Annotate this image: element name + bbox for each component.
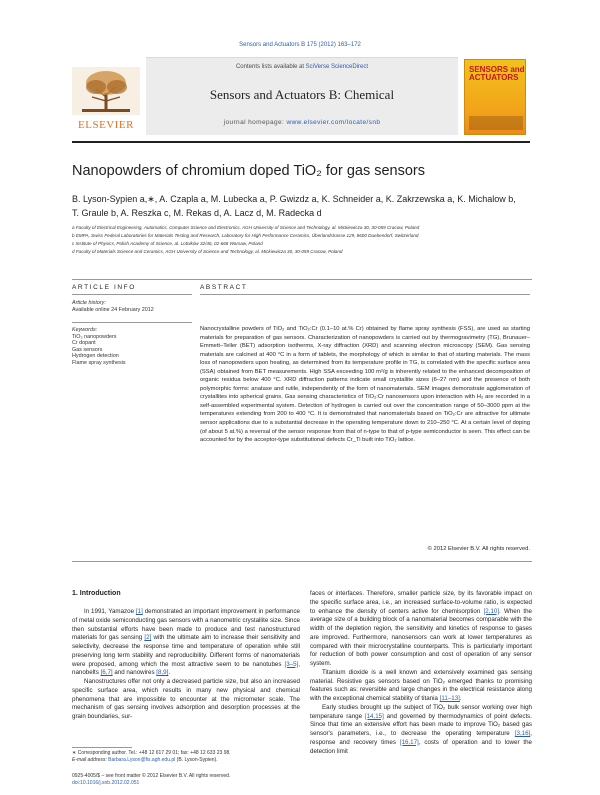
sciencedirect-link[interactable]: SciVerse ScienceDirect bbox=[305, 64, 369, 70]
homepage-link[interactable]: www.elsevier.com/locate/snb bbox=[286, 119, 381, 126]
journal-header-box bbox=[146, 57, 458, 135]
intro-paragraph-1: In 1991, Yamazoe [1] demonstrated an important improvement in performance of metal oxide semiconducting gas sensors with a nanometric crystallite size. Since then substantial efforts have been made to produce and test nanostructured materials for gas sensing [2] with the ultimate aim to increase their sensitivity and selectivity, decrease the response time and temperature of operation while still preserving long term stability and reproducibility. Different forms of nanomaterials were proposed, among which the most attractive seem to be nanotubes [3–5], nanobelts [6,7] and nanowires [8,9]. bbox=[72, 608, 300, 677]
affiliation-c: c Institute of Physics, Polish Academy of Science, al. Lotników 32/46, 02-668 Warsaw, Poland bbox=[72, 241, 263, 246]
affiliation-divider bbox=[72, 279, 532, 280]
contents-line bbox=[146, 64, 458, 70]
keyword: TiO₂ nanopowders bbox=[72, 333, 117, 340]
section-heading-introduction: 1. Introduction bbox=[72, 590, 121, 597]
citation-link[interactable]: [1] bbox=[135, 608, 143, 615]
citation-link[interactable]: [8,9] bbox=[156, 669, 169, 677]
abstract-heading: ABSTRACT bbox=[200, 284, 248, 291]
author-list bbox=[72, 192, 532, 220]
footnotes bbox=[72, 750, 300, 764]
affiliation-b: b EMPA, Swiss Federal Laboratories for Materials Testing and Research, Laboratory for High Performance Ceramics, Überlandstrasse 129, 8600 Duebendorf, Switzerland bbox=[72, 233, 419, 238]
right-column bbox=[310, 590, 532, 756]
keywords-block bbox=[72, 327, 192, 367]
article-info-rule bbox=[72, 294, 192, 295]
doi-link[interactable]: doi:10.1016/j.snb.2012.02.051 bbox=[72, 780, 140, 786]
article-title: Nanopowders of chromium doped TiO₂ for gas sensors bbox=[72, 163, 425, 179]
abstract-rule bbox=[200, 294, 530, 295]
keyword: Cr dopant bbox=[72, 340, 96, 347]
keyword: Hydrogen detection bbox=[72, 353, 119, 360]
corresponding-author: ∗ Corresponding author. Tel.: +48 12 617 29 01; fax: +48 12 633 23 98. bbox=[72, 750, 231, 756]
journal-banner bbox=[72, 57, 530, 139]
cover-title: SENSORS and ACTUATORS bbox=[469, 65, 525, 82]
abstract-end-rule bbox=[72, 561, 532, 562]
intro-paragraph-5: Early studies brought up the subject of TiO₂ bulk sensor working over high temperature range [14,15] and governed by thermodynamics of point defects. Since that time an extensive effort has been made to improve TiO₂ based gas sensor's parameters, i.e., to decrease the operating temperature [3,16], response and recovery times [16,17], costs of operation and to lower the detection limit bbox=[310, 703, 532, 755]
intro-paragraph-3: faces or interfaces. Therefore, smaller particle size, by its favorable impact on the specific surface area, i.e., an increased surface-to-volume ratio, is expected to enhance the density of centers active for chemisorption [2,10]. When the average size of a building block of a nanomaterial becomes comparable with the width of the depletion region, the sensitivity and kinetics of response to gases are improved. Furthermore, nanosensors can work at lower temperatures as compared with their microcrystalline counterparts. This is particularly important for reduction of both power consumption and cost of operation of any sensor system. bbox=[310, 590, 532, 667]
email-link[interactable]: Barbara.Lyson@fis.agh.edu.pl bbox=[108, 757, 176, 763]
header-rule bbox=[72, 141, 530, 143]
contents-prefix: Contents lists available at bbox=[235, 64, 306, 70]
elsevier-tree-icon bbox=[72, 67, 140, 115]
abstract-copyright: © 2012 Elsevier B.V. All rights reserved. bbox=[427, 546, 530, 552]
left-column bbox=[72, 608, 300, 722]
citation-link[interactable]: [3–5] bbox=[284, 660, 299, 668]
running-head[interactable]: Sensors and Actuators B 175 (2012) 163–172 bbox=[239, 42, 361, 48]
homepage-prefix: journal homepage: bbox=[223, 119, 287, 126]
citation-link[interactable]: [2,10] bbox=[483, 607, 500, 615]
keywords-rule bbox=[72, 322, 192, 323]
journal-name: Sensors and Actuators B: Chemical bbox=[209, 87, 395, 102]
article-history bbox=[72, 300, 192, 313]
citation-link[interactable]: [14,15] bbox=[364, 712, 384, 720]
publisher-name: ELSEVIER bbox=[78, 119, 134, 131]
intro-paragraph-2: Nanostructures offer not only a decreased particle size, but also an increased specific surface area, which results in many new physical and chemical phenomena that are impossible to encounter at the micrometer scale. The mechanism of gas sensing involves adsorption and desorption processes at the grain boundaries, sur- bbox=[72, 678, 300, 720]
cover-graphic bbox=[469, 116, 523, 130]
citation-link[interactable]: [2] bbox=[144, 634, 152, 642]
citation-link[interactable]: [16,17] bbox=[399, 738, 419, 746]
affiliation-a: a Faculty of Electrical Engineering, Automatics, Computer Science and Electronics, AGH University of Science and Technology, al. Mickiewicza 30, 30-059 Cracow, Poland bbox=[72, 225, 420, 230]
article-info-heading: ARTICLE INFO bbox=[72, 284, 136, 291]
keywords-label: Keywords: bbox=[72, 327, 98, 333]
affiliation-d: d Faculty of Materials Science and Ceramics, AGH University of Science and Technology, al. Mickiewicza 30, 30-059 Cracow, Poland bbox=[72, 249, 343, 254]
keyword: Gas sensors bbox=[72, 346, 103, 353]
citation-link[interactable]: [11–13] bbox=[439, 695, 460, 702]
intro-paragraph-4: Titanium dioxide is a well known and extensively examined gas sensing material. Resistive gas sensors based on TiO₂ emerged thanks to promising features such as: reversible and large changes in the electrical resistance along with the exceptional chemical stability of titania [11–13]. bbox=[310, 668, 532, 702]
authors-line-2: T. Graule b, A. Reszka c, M. Rekas d, A. Lacz d, M. Radecka d bbox=[72, 208, 322, 218]
citation-link[interactable]: [6,7] bbox=[100, 669, 113, 677]
keyword: Flame spray synthesis bbox=[72, 359, 126, 366]
issn-line: 0925-4005/$ – see front matter © 2012 Elsevier B.V. All rights reserved. bbox=[72, 773, 231, 779]
citation-link[interactable]: [3,16] bbox=[514, 730, 531, 737]
abstract-text: Nanocrystalline powders of TiO₂ and TiO₂:Cr (0.1–10 at.% Cr) obtained by flame spray synthesis (FSS), are used as starting materials for preparation of gas sensors. Characterization of nanopowders is carried out by thermogravimetry (TG), Brunauer–Emmett–Teller (BET) adsorption isotherms, X-ray diffraction (XRD) and scanning electron microscopy (SEM). Gas sensing materials are calcined at 400 °C in a form of tablets, the morphology of which is similar to that of starting materials. The mass loss of nanopowders upon heating, as determined from its temperature profile in TG, is correlated with the specific surface area (SSA) obtained from BET measurements. High SSA exceeding 100 m²/g is inherently related to the enhanced decomposition of organic residua below 400 °C. XRD diffraction patterns indicate small crystallite sizes (6–27 nm) and the presence of both polymorphic forms: anatase and rutile, independently of the form of nanomaterials. SEM images demonstrate agglomeration of crystallites into spherical grains. Gas sensing characteristics of TiO₂:Cr nanosensors upon interaction with H₂ are recorded in a self-assembled experimental system. Detection of hydrogen is carried out over the concentration range of 50–3000 ppm at the temperatures extending from 200 to 400 °C. It is demonstrated that nanomaterials based on TiO₂:Cr are attractive for ultimate sensor applications due to a substantial decrease in the operating temperature down to 210–250 °C. At a certain level of doping (of about 5 at.%) a reversal of the sensor response from that of n-type to that of p-type semiconductor is seen. This effect can be accounted for by the acceptor-type substitutional defects Cr_Ti built into TiO₂ lattice. bbox=[200, 326, 530, 444]
email-line: E-mail address: Barbara.Lyson@fis.agh.edu.pl (B. Lyson-Sypien). bbox=[72, 757, 218, 763]
journal-homepage bbox=[146, 119, 458, 126]
history-label: Article history: bbox=[72, 300, 106, 306]
elsevier-logo[interactable] bbox=[72, 67, 140, 131]
authors-line-1: B. Lyson-Sypien a,∗, A. Czapla a, M. Lubecka a, P. Gwizdz a, K. Schneider a, K. Zakrzewska a, K. Michalow b, bbox=[72, 194, 516, 204]
publication-info bbox=[72, 773, 372, 787]
history-value: Available online 24 February 2012 bbox=[72, 306, 154, 313]
journal-cover-image[interactable] bbox=[464, 59, 526, 135]
footnote-rule bbox=[72, 747, 132, 748]
